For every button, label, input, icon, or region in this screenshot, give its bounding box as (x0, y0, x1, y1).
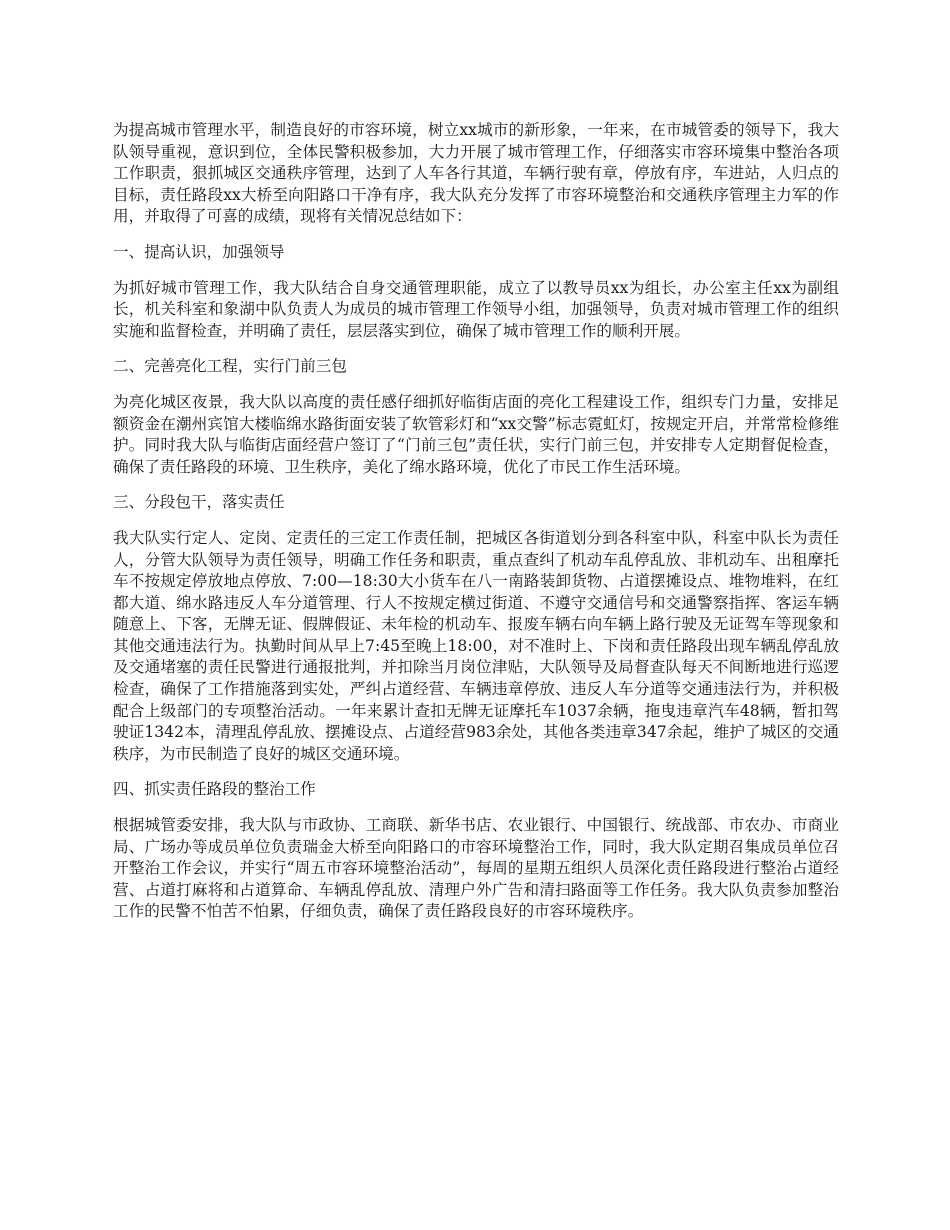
section-1-body: 为抓好城市管理工作，我大队结合自身交通管理职能，成立了以教导员xx为组长，办公室主任xx为副组长，机关科室和象湖中队负责人为成员的城市管理工作领导小组，加强领导，负责对城市管理工作的组织实施和监督检查，并明确了责任，层层落实到位，确保了城市管理工作的顺利开展。 (113, 278, 839, 340)
intro-paragraph: 为提高城市管理水平，制造良好的市容环境，树立xx城市的新形象，一年来，在市城管委的领导下，我大队领导重视，意识到位，全体民警积极参加，大力开展了城市管理工作，仔细落实市容环境集中整治各项工作职责，狠抓城区交通秩序管理，达到了人车各行其道，车辆行驶有章，停放有序，车进站，人归点的目标，责任路段xx大桥至向阳路口干净有序，我大队充分发挥了市容环境整治和交通秩序管理主力军的作用，并取得了可喜的成绩，现将有关情况总结如下： (113, 121, 839, 226)
section-2-body: 为亮化城区夜景，我大队以高度的责任感仔细抓好临街店面的亮化工程建设工作，组织专门力量，安排足额资金在潮州宾馆大楼临绵水路街面安装了软管彩灯和“xx交警”标志霓虹灯，按规定开启，并常常检修维护。同时我大队与临街店面经营户签订了“门前三包”责任状，实行门前三包，并安排专人定期督促检查，确保了责任路段的环境、卫生秩序，美化了绵水路环境，优化了市民工作生活环境。 (113, 392, 839, 476)
section-1-heading: 一、提高认识，加强领导 (113, 242, 285, 261)
section-3-body: 我大队实行定人、定岗、定责任的三定工作责任制，把城区各街道划分到各科室中队，科室中队长为责任人，分管大队领导为责任领导，明确工作任务和职责，重点查纠了机动车乱停乱放、非机动车、出租摩托车不按规定停放地点停放、7:00—18:30大小货车在八一南路装卸货物、占道摆摊设点、堆物堆料，在红都大道、绵水路违反人车分道管理、行人不按规定横过街道、不遵守交通信号和交通警察指挥、客运车辆随意上、下客，无牌无证、假牌假证、未年检的机动车、报废车辆右向车辆上路行驶及无证驾车等现象和其他交通违法行为。执勤时间从早上7:45至晚上18:00，对不准时上、下岗和责任路段出现车辆乱停乱放及交通堵塞的责任民警进行通报批判，并扣除当月岗位津贴，大队领导及局督查队每天不间断地进行巡逻检查，确保了工作措施落到实处，严纠占道经营、车辆违章停放、违反人车分道等交通违法行为，并积极配合上级部门的专项整治活动。一年来累计查扣无牌无证摩托车1037余辆，拖曳违章汽车48辆，暂扣驾驶证1342本，清理乱停乱放、摆摊设点、占道经营983余处，其他各类违章347余起，维护了城区的交通秩序，为市民制造了良好的城区交通环境。 (113, 528, 839, 763)
section-3-heading: 三、分段包干，落实责任 (113, 493, 285, 512)
section-4-body: 根据城管委安排，我大队与市政协、工商联、新华书店、农业银行、中国银行、统战部、市农办、市商业局、广场办等成员单位负责瑞金大桥至向阳路口的市容环境整治工作，同时，我大队定期召集成员单位召开整治工作会议，并实行“周五市容环境整治活动”，每周的星期五组织人员深化责任路段进行整治占道经营、占道打麻将和占道算命、车辆乱停乱放、清理户外广告和清扫路面等工作任务。我大队负责参加整治工作的民警不怕苦不怕累，仔细负责，确保了责任路段良好的市容环境秩序。 (113, 816, 839, 921)
section-4-heading: 四、抓实责任路段的整治工作 (113, 780, 316, 799)
document-page (113, 120, 839, 937)
section-2-heading: 二、完善亮化工程，实行门前三包 (113, 357, 347, 376)
